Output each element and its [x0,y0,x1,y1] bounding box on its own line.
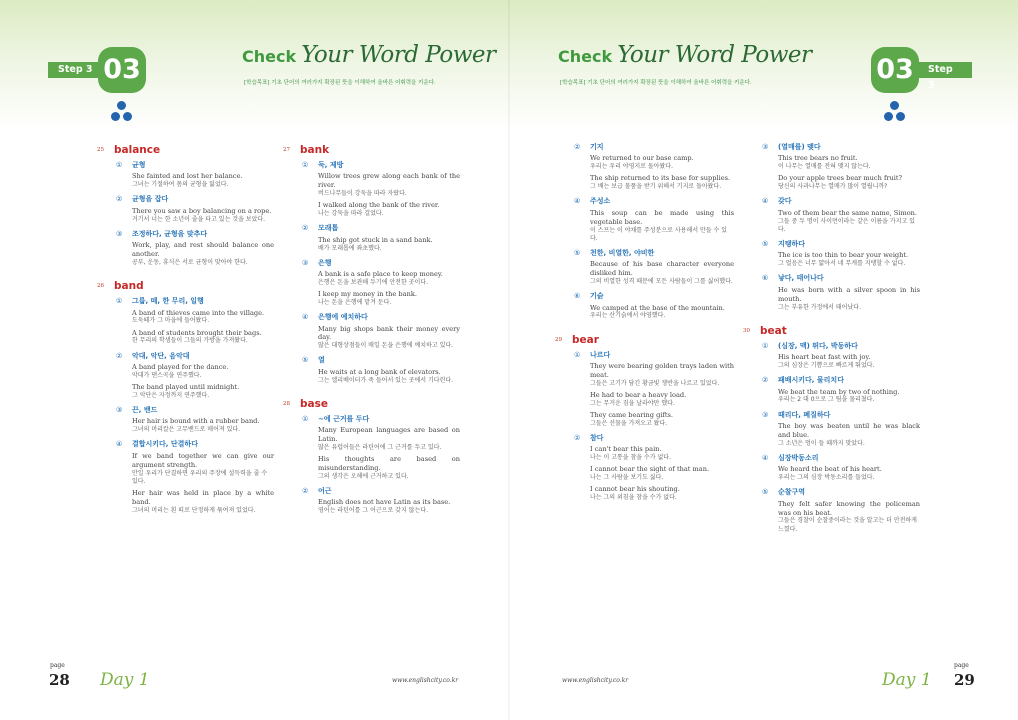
example-english: He was born with a silver spoon in his mouth. [778,285,920,303]
example [590,362,734,388]
example-english: His thoughts are based on misunderstanding. [318,455,460,473]
example-english: If we band together we can give our argument strength. [132,451,274,469]
sense-number: ⑤ [762,239,769,248]
example-korean: 나는 그 사람을 보기도 싫다. [590,474,664,482]
sense-number: ⑤ [302,356,309,365]
sense-meaning: 심장박동소리 [778,453,819,462]
example [132,207,274,224]
sense-meaning: 참다 [590,433,604,442]
example [132,309,274,326]
sense-block [760,488,920,533]
example-english: She fainted and lost her balance. [132,172,243,181]
sense-number: ③ [762,410,769,419]
sense-block [300,259,460,307]
example [590,485,734,502]
word-entry [283,397,460,516]
example [318,172,460,198]
example [132,172,274,189]
sense-number: ② [116,195,123,204]
headword: bank [300,144,330,156]
sense-meaning: 주성소 [590,197,611,206]
example-korean: 그녀는 기절하여 몸의 균형을 잃었다. [132,181,229,189]
sense-block [760,240,920,268]
title-script: Your Word Power [301,42,496,68]
example-korean: 그 악단은 자정까지 연주했다. [132,391,210,399]
example [778,286,920,312]
sense-number: ② [116,351,123,360]
page-number-right: 29 [954,671,975,689]
entry-header [97,143,274,157]
sense-number: ⑤ [762,488,769,497]
entry-header [743,324,920,338]
example-korean: 나는 이 고통을 참을 수가 없다. [590,454,671,462]
sense-block [760,274,920,311]
sense-number: ③ [116,405,123,414]
sense-block [572,249,734,286]
example [590,174,734,191]
sense-block [114,297,274,345]
sense-block [300,161,460,218]
example-english: Many European languages are based on Latin. [318,426,460,444]
example-korean: 그는 엘리베이터가 죽 들어서 있는 곳에서 기다린다. [318,376,454,384]
example [778,422,920,448]
example-korean: 영어는 라틴어를 그 어근으로 갖지 않는다. [318,507,428,515]
sense-block [300,224,460,252]
sense-meaning: 때리다, 폐질하다 [778,410,831,419]
entry-number: 25 [97,147,104,153]
title-check: Check [558,47,613,66]
example-english: The band played until midnight. [132,382,240,391]
sense-block [572,434,734,502]
sense-meaning: 그룹, 떼, 한 무리, 일행 [132,297,204,306]
sense-number: ④ [116,440,123,449]
sense-block [760,143,920,191]
sense-meaning: 낳다, 태어나다 [778,274,824,283]
example [318,201,460,218]
headword: base [300,397,328,410]
sense-meaning: 끈, 밴드 [132,405,158,414]
example-english: A band played for the dance. [132,363,229,371]
example [590,411,734,428]
example-english: I walked along the bank of the river. [318,201,440,210]
example-korean: 그의 비열한 성격 때문에 모든 사람들이 그를 싫어했다. [590,278,733,286]
sense-block [760,454,920,482]
example-korean: 그의 생각은 오해에 근거하고 있다. [318,472,409,480]
example-korean: 그녀의 머리는 흰 띠로 단정하게 묶여져 있었다. [132,506,256,514]
example [132,329,274,346]
day-label-left: Day 1 [100,670,150,690]
sense-meaning: 순찰구역 [778,488,806,497]
example-korean: 그 배는 보급 물품을 받기 위해서 기지로 돌아왔다. [590,183,722,191]
example [318,426,460,452]
sense-meaning: 열 [318,356,325,365]
word-entry [555,333,734,503]
page-title-right [558,42,812,68]
page-gutter [508,0,510,720]
title-check: Check [242,47,297,66]
sense-block [572,197,734,242]
sense-meaning: 천한, 비열한, 야비한 [590,248,655,257]
example-english: The ice is too thin to bear your weight. [778,251,909,260]
example-korean: 한 무리의 학생들이 그들의 가방을 가져왔다. [132,337,248,345]
column-1 [97,143,274,527]
example-english: This tree bears no fruit. [778,154,858,163]
example-korean: 많은 대형상점들이 매일 돈을 은행에 예치하고 있다. [318,342,454,350]
sense-number: ④ [762,197,769,206]
sense-block [760,197,920,234]
example-english: The ship returned to its base for supplies. [590,174,731,183]
sense-number: ⑥ [762,274,769,283]
sense-meaning: 나르다 [590,350,611,359]
example-korean: 그들은 경찰이 순찰중이라는 것을 알고는 더 안전하게 느꼈다. [778,517,917,533]
sense-block [572,143,734,191]
example [318,236,460,253]
example-english: The boy was beaten until he was black and blue. [778,421,920,439]
sense-number: ④ [302,313,309,322]
page-label-right: page [954,662,969,669]
sense-meaning: 균형 [132,161,146,169]
word-entry [760,143,920,312]
example-english: We beat the team by two of nothing. [778,387,900,396]
sense-number: ① [116,161,123,169]
example-korean: 우리는 우리 야영지로 돌아왔다. [590,163,673,171]
example [132,452,274,486]
headword: beat [760,324,787,337]
sense-number: ③ [116,229,123,238]
three-dots-icon [882,101,908,123]
column-4 [743,143,920,546]
example [318,498,460,515]
example-english: They were bearing golden trays laden with meat. [590,361,734,379]
example-korean: 도둑떼가 그 마을에 들어왔다. [132,317,210,325]
sense-meaning: 은행에 예치하다 [318,313,368,322]
example [590,445,734,462]
example-english: Do your apple trees bear much fruit? [778,174,903,183]
example [778,154,920,171]
example [778,353,920,370]
three-dots-icon [109,101,135,123]
example-korean: 공부, 운동, 휴식은 서로 균형이 맞아야 한다. [132,259,248,267]
sense-meaning: 갖다 [778,197,792,206]
example-korean: 우리는 2 대 0으로 그 팀을 물리쳤다. [778,396,875,404]
page-number-left: 28 [49,671,70,689]
step-label-right: Step 3 [912,62,972,78]
sense-meaning: 조정하다, 균형을 맞추다 [132,229,208,238]
example-korean: 나는 돈을 은행에 맡겨 둔다. [318,299,392,307]
sense-meaning: 균형을 잡다 [132,195,169,204]
word-entry [743,324,920,534]
example-korean: 우리는 그의 심장 박동소리를 들었다. [778,474,875,482]
sense-block [760,342,920,370]
example-korean: 나는 강둑을 따라 걸었다. [318,210,384,218]
sense-number: ① [302,161,309,169]
example-english: Willow trees grew along each bank of the river. [318,172,460,190]
example-korean: 그들 중 두 명이 사이먼이라는 같은 이름을 가지고 있다. [778,217,915,233]
example [132,489,274,515]
word-entry [97,279,274,515]
example [778,388,920,405]
entry-header [283,397,460,411]
sense-meaning: 기지 [590,143,604,151]
sense-number: ① [574,350,581,359]
sense-number: ② [302,487,309,496]
word-entry [572,143,734,321]
example-english: They came bearing gifts. [590,410,674,419]
column-3 [555,143,734,514]
example-english: We returned to our base camp. [590,154,694,163]
example-english: He waits at a long bank of elevators. [318,367,441,376]
example-english: This soup can be made using this vegetable base. [590,208,734,226]
example-english: We camped at the base of the mountain. [590,303,725,312]
sense-number: ④ [574,197,581,206]
example-english: I cannot bear the sight of that man. [590,465,710,474]
step-label-left: Step 3 [48,62,108,78]
example [778,251,920,268]
site-url-left: www.englishcity.co.kr [392,677,459,684]
example-english: They felt safer knowing the policeman was on his beat. [778,499,920,517]
example-english: Her hair is bound with a rubber band. [132,417,260,426]
example-korean: 그는 무거운 짐을 날라야만 했다. [590,399,675,407]
example-english: We heard the beat of his heart. [778,465,882,474]
sense-meaning: (열매를) 맺다 [778,143,821,151]
sense-block [572,351,734,428]
example-korean: 그들은 선물을 가져오고 왔다. [590,419,668,427]
sense-number: ③ [302,258,309,267]
example-korean: 만일 우리가 단결하면 우리의 주장에 설득력을 줄 수 있다. [132,469,268,485]
example-korean: 나는 그의 외침을 참을 수가 없다. [590,494,677,502]
sense-block [114,195,274,223]
sense-block [300,487,460,515]
sense-meaning: 악대, 악단, 음악대 [132,351,190,360]
example-english: A band of students brought their bags. [132,328,262,337]
example-english: His heart beat fast with joy. [778,353,871,362]
headword: bear [572,333,599,346]
step-number-right: 03 [871,47,919,93]
example-english: Two of them bear the same name, Simon. [778,208,918,217]
example-english: Her hair was held in place by a white band. [132,488,274,506]
example-english: A band of thieves came into the village. [132,308,265,317]
sense-block [114,230,274,267]
headword: band [114,280,144,293]
example [590,465,734,482]
column-2 [283,143,460,527]
example [132,241,274,267]
example-korean: 그는 부유한 가정에서 태어났다. [778,303,861,311]
sense-meaning: 결합시키다, 단결하다 [132,440,198,449]
example [318,455,460,481]
example-korean: 은행은 돈을 보관해 두기에 안전한 곳이다. [318,279,428,287]
example [778,209,920,234]
example-english: A bank is a safe place to keep money. [318,270,443,279]
entry-header [555,333,734,347]
sense-number: ② [762,376,769,385]
learning-goal-right: [학습목표] 기초 단어의 여러가지 확장된 뜻을 이해하여 올바른 어휘력을 키운다. [560,80,752,86]
sense-meaning: 둑, 제방 [318,161,344,169]
sense-meaning: 어근 [318,487,332,496]
example [132,383,274,400]
sense-block [114,440,274,514]
example-english: The ship got stuck in a sand bank. [318,235,433,244]
sense-meaning: 지탱하다 [778,239,806,248]
example [590,304,734,321]
example [590,260,734,286]
page-label-left: page [50,662,65,669]
sense-number: ③ [762,143,769,151]
example-korean: 이 스프는 이 야채를 주성분으로 사용해서 만들 수 있다. [590,226,727,242]
example-english: Work, play, and rest should balance one another. [132,241,274,259]
example [590,209,734,243]
example-korean: 이 나무는 열매를 전혀 맺지 않는다. [778,163,871,171]
sense-meaning: 은행 [318,258,332,267]
example [132,417,274,434]
day-label-right: Day 1 [882,670,932,690]
sense-block [114,352,274,400]
sense-block [300,356,460,384]
entry-number: 29 [555,336,562,343]
example [318,290,460,307]
sense-number: ② [574,143,581,151]
sense-number: ① [302,414,309,423]
example-korean: 버드나무들이 강둑을 따라 자랐다. [318,190,407,198]
sense-meaning: 패배시키다, 물리치다 [778,376,844,385]
example [778,465,920,482]
example-korean: 우리는 산기슭에서 야영했다. [590,312,666,320]
entry-header [97,279,274,293]
example-english: I can't bear this pain. [590,445,662,454]
example [590,154,734,171]
entry-number: 30 [743,327,750,334]
example [778,174,920,191]
sense-block [760,411,920,448]
word-entry [283,143,460,385]
example-korean: 그 얼음은 너무 얇아서 네 무게를 지탱할 수 없다. [778,260,906,268]
example [318,368,460,385]
sense-meaning: (심장, 맥) 뛰다, 박동하다 [778,341,858,350]
sense-number: ② [574,433,581,442]
sense-block [300,415,460,481]
example-korean: 배가 모래톱에 좌초했다. [318,244,382,252]
page-title-left [242,42,496,68]
learning-goal-left: [학습목표] 기초 단어의 여러가지 확장된 뜻을 이해하여 올바른 어휘력을 키운다. [244,80,436,86]
example-english: He had to bear a heavy load. [590,390,687,399]
sense-number: ④ [762,453,769,462]
example-english: English does not have Latin as its base. [318,498,451,507]
example-korean: 많은 유럽어들은 라틴어에 그 근거를 두고 있다. [318,444,442,452]
sense-meaning: 모래톱 [318,224,339,233]
sense-block [300,313,460,350]
example-korean: 그 소년은 멍이 들 때까지 맞았다. [778,439,865,447]
entry-number: 27 [283,147,290,153]
step-number-left: 03 [98,47,146,93]
example-english: I keep my money in the bank. [318,290,417,299]
example [132,363,274,380]
sense-number: ⑥ [574,292,581,301]
entry-number: 28 [283,400,290,407]
headword: balance [114,144,161,156]
example [778,500,920,534]
example-english: Because of his base character everyone disliked him. [590,260,734,278]
example-korean: 당신의 사과나무는 열매가 많이 열립니까? [778,183,888,191]
example-english: I cannot bear his shouting. [590,485,680,494]
example [318,325,460,351]
example-korean: 악대가 댄스곡을 연주했다. [132,371,202,379]
sense-number: ① [116,297,123,306]
sense-block [760,376,920,404]
sense-number: ② [302,224,309,233]
example-korean: 그녀의 머리칼은 고무밴드로 매어져 있다. [132,426,241,434]
sense-block [114,161,274,189]
example [318,270,460,287]
sense-block [114,406,274,434]
entry-header [283,143,460,157]
sense-meaning: 기슭 [590,292,604,301]
sense-number: ① [762,341,769,350]
example-korean: 그들은 고기가 담긴 황금빛 쟁반을 나르고 있었다. [590,379,720,387]
sense-number: ⑤ [574,248,581,257]
entry-number: 26 [97,283,104,290]
example [590,391,734,408]
word-entry [97,143,274,267]
sense-block [572,292,734,320]
example-korean: 그의 심장은 기쁨으로 빠르게 뛰었다. [778,361,875,369]
site-url-right: www.englishcity.co.kr [562,677,629,684]
example-english: There you saw a boy balancing on a rope. [132,206,272,215]
example-korean: 거기서 너는 한 소년이 줄을 타고 있는 것을 보았다. [132,215,266,223]
sense-meaning: ~에 근거를 두다 [318,414,370,423]
example-english: Many big shops bank their money every day. [318,324,460,342]
title-script: Your Word Power [617,42,812,68]
